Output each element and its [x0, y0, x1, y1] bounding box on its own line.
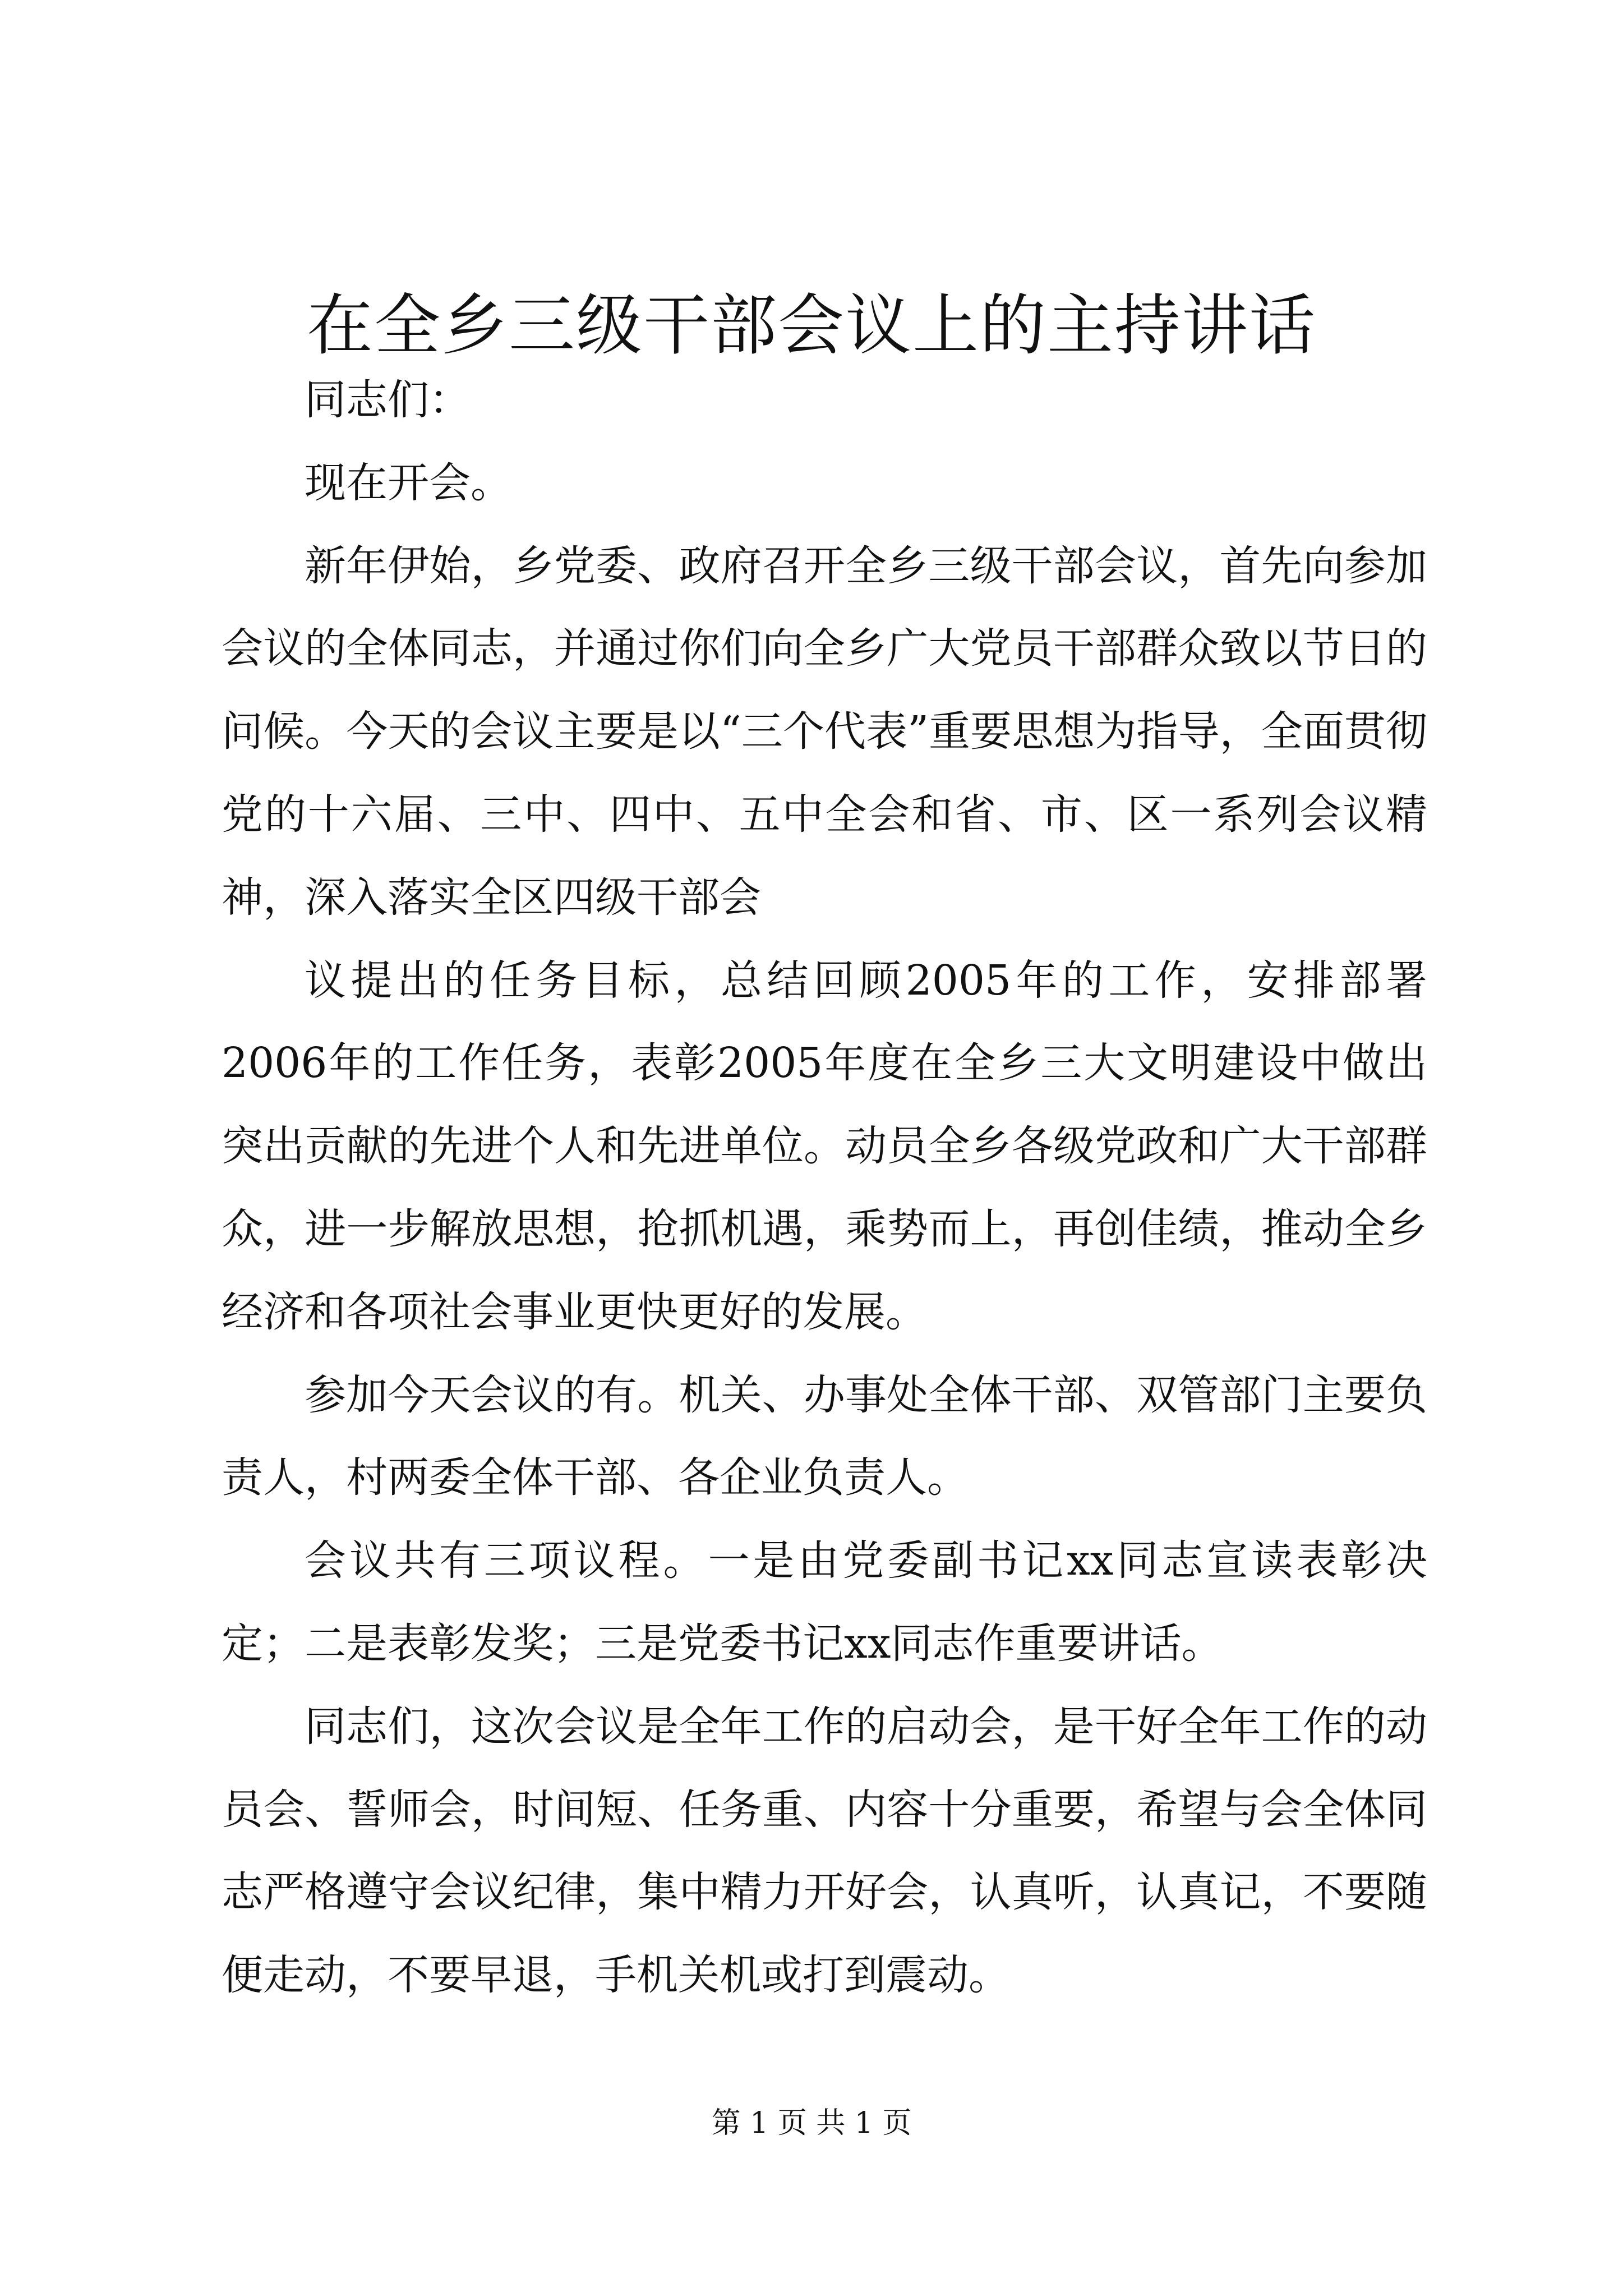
paragraph-goals: 议提出的任务目标，总结回顾2005年的工作，安排部署2006年的工作任务，表彰2005年度在全乡三大文明建设中做出突出贡献的先进个人和先进单位。动员全乡各级党政和广大干部群众，进一步解放思想，抢抓机遇，乘势而上，再创佳绩，推动全乡经济和各项社会事业更快更好的发展。: [222, 956, 1427, 1336]
document-title: 在全乡三级干部会议上的主持讲话: [306, 287, 1316, 364]
document-body: [222, 359, 1427, 2017]
paragraph-salutation: 同志们：: [305, 376, 471, 424]
paragraph-discipline: 同志们，这次会议是全年工作的启动会，是干好全年工作的动员会、誓师会，时间短、任务重、内容十分重要，希望与会全体同志严格遵守会议纪律，集中精力开好会，认真听，认真记，不要随便走动，不要早退，手机关机或打到震动。: [222, 1702, 1427, 2000]
paragraph-agenda: 会议共有三项议程。一是由党委副书记xx同志宣读表彰决定；二是表彰发奖；三是党委书记xx同志作重要讲话。: [222, 1536, 1427, 1668]
paragraph-opening: 现在开会。: [305, 458, 512, 507]
paragraph-attendees: 参加今天会议的有。机关、办事处全体干部、双管部门主要负责人，村两委全体干部、各企业负责人。: [222, 1370, 1427, 1502]
page-number-footer: 第 1 页 共 1 页: [711, 2106, 912, 2140]
paragraph-purpose: 新年伊始，乡党委、政府召开全乡三级干部会议，首先向参加会议的全体同志，并通过你们向全乡广大党员干部群众致以节日的问候。今天的会议主要是以“三个代表”重要思想为指导，全面贯彻党的十六届、三中、四中、五中全会和省、市、区一系列会议精神，深入落实全区四级干部会: [222, 541, 1427, 922]
